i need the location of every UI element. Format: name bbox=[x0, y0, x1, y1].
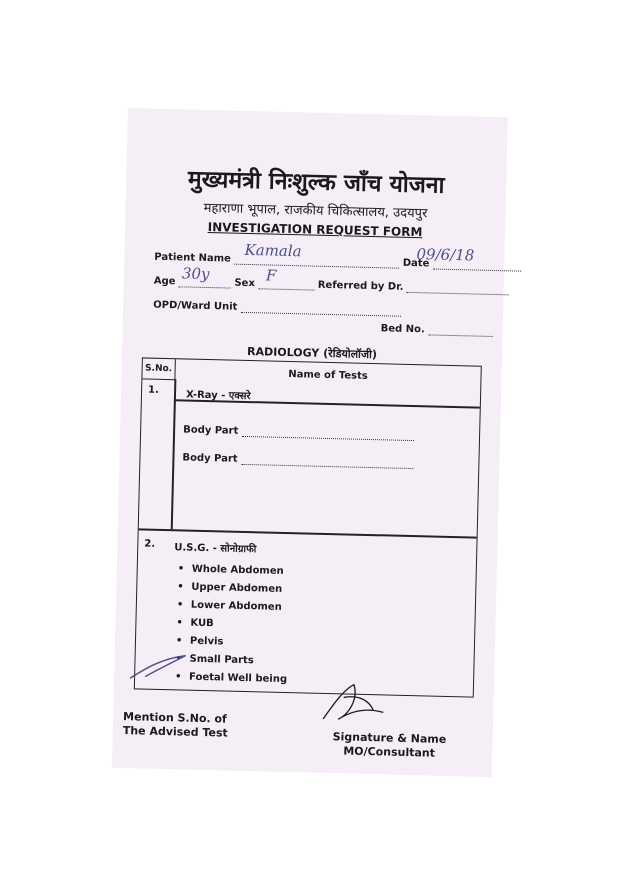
col-name-header: Name of Tests bbox=[288, 368, 368, 382]
usg-label: U.S.G. - सोनोग्राफी bbox=[174, 542, 257, 556]
column-divider bbox=[171, 379, 176, 529]
date-label: Date bbox=[402, 257, 430, 270]
usg-item-foetal-well-being[interactable]: • Foetal Well being bbox=[174, 671, 288, 686]
usg-item-pelvis[interactable]: • Pelvis bbox=[175, 635, 224, 648]
xray-sno: 1. bbox=[147, 384, 160, 396]
col-sno-header: S.No. bbox=[142, 358, 176, 380]
usg-item-lower-abdomen[interactable]: • Lower Abdomen bbox=[176, 599, 282, 613]
body-part-2-row bbox=[182, 451, 413, 469]
bed-label: Bed No. bbox=[380, 323, 425, 336]
mention-line-1: Mention S.No. of bbox=[122, 710, 227, 726]
xray-label: X-Ray - एक्सरे bbox=[185, 389, 251, 403]
patient-name-value: Kamala bbox=[244, 240, 302, 261]
opd-field[interactable] bbox=[241, 301, 401, 317]
bed-row bbox=[381, 322, 493, 337]
referred-field[interactable] bbox=[407, 281, 509, 295]
usg-item-upper-abdomen[interactable]: • Upper Abdomen bbox=[177, 581, 283, 595]
tests-table bbox=[134, 357, 482, 697]
patient-name-label: Patient Name bbox=[154, 251, 231, 265]
body-part-2-field[interactable] bbox=[241, 453, 413, 469]
section-divider bbox=[139, 528, 477, 538]
signature-block bbox=[332, 730, 446, 761]
usg-item-small-parts[interactable]: • Small Parts bbox=[175, 653, 254, 667]
referred-label: Referred by Dr. bbox=[317, 279, 404, 293]
hospital-name: महाराणा भूपाल, राजकीय चिकित्सालय, उदयपुर bbox=[203, 200, 428, 222]
usg-sno: 2. bbox=[144, 538, 156, 550]
signature-line-1: Signature & Name bbox=[332, 730, 447, 746]
handwritten-mark-icon bbox=[125, 648, 206, 690]
section-title: RADIOLOGY (रेडियोलॉजी) bbox=[246, 344, 378, 362]
signature-icon bbox=[313, 679, 394, 731]
age-value: 30y bbox=[181, 264, 210, 284]
body-part-1-field[interactable] bbox=[242, 425, 414, 441]
sex-label: Sex bbox=[234, 277, 255, 290]
body-part-1-row bbox=[183, 423, 414, 441]
mention-line-2: The Advised Test bbox=[122, 724, 228, 740]
signature-line-2: MO/Consultant bbox=[343, 744, 436, 760]
sex-value: F bbox=[265, 266, 277, 285]
opd-label: OPD/Ward Unit bbox=[153, 299, 238, 313]
scheme-title: मुख्यमंत्री निःशुल्क जाँच योजना bbox=[187, 165, 445, 199]
usg-item-kub[interactable]: • KUB bbox=[176, 617, 214, 630]
date-value: 09/6/18 bbox=[416, 245, 475, 265]
body-part-2-label: Body Part bbox=[182, 452, 238, 465]
mention-note bbox=[123, 710, 229, 741]
form-title: INVESTIGATION REQUEST FORM bbox=[207, 219, 423, 240]
form-sheet bbox=[112, 108, 508, 777]
usg-item-whole-abdomen[interactable]: • Whole Abdomen bbox=[177, 563, 284, 577]
opd-row bbox=[153, 299, 401, 317]
age-label: Age bbox=[153, 275, 176, 288]
body-part-1-label: Body Part bbox=[183, 424, 239, 437]
bed-field[interactable] bbox=[428, 323, 492, 337]
